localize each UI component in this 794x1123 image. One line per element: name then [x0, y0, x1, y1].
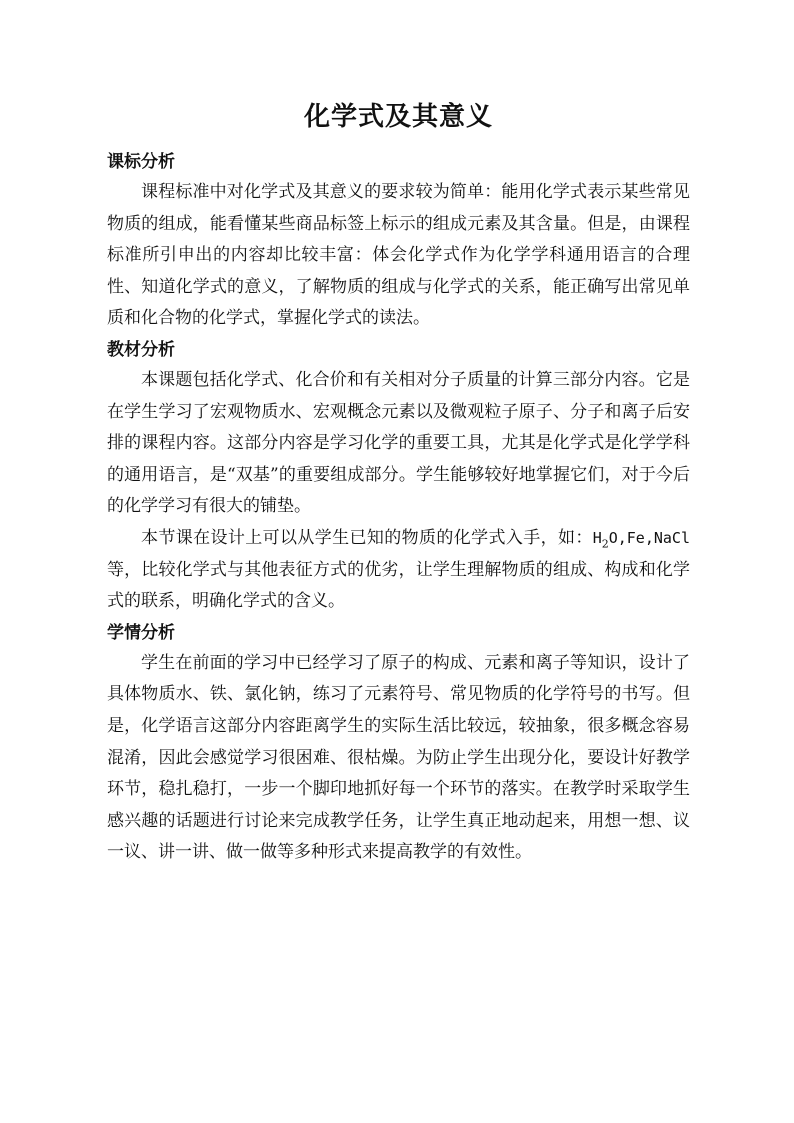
formula-h: H	[592, 528, 602, 547]
paragraph-learners: 学生在前面的学习中已经学习了原子的构成、元素和离子等知识，设计了具体物质水、铁、氯化钠，练习了元素符号、常见物质的化学符号的书写。但是，化学语言这部分内容距离学生的实际生活比较远，较抽象，很多概念容易混淆，因此会感觉学习很困难、很枯燥。为防止学生出现分化，要设计好教学环节，稳扎稳打，一步一个脚印地抓好每一个环节的落实。在教学时采取学生感兴趣的话题进行讨论来完成教学任务，让学生真正地动起来，用想一想、议一议、讲一讲、做一做等多种形式来提高教学的有效性。	[107, 652, 690, 863]
section-heading-textbook: 教材分析	[107, 339, 175, 360]
formula-paragraph-before: 本节课在设计上可以从学生已知的物质的化学式入手，如：	[141, 527, 593, 548]
paragraph-textbook-formula	[107, 523, 690, 618]
paragraph-curriculum: 课程标准中对化学式及其意义的要求较为简单：能用化学式表示某些常见物质的组成，能看懂某些商品标签上标示的组成元素及其含量。但是，由课程标准所引申出的内容却比较丰富：体会化学式作为化学学科通用语言的合理性、知道化学式的意义，了解物质的组成与化学式的关系，能正确写出常见单质和化合物的化学式，掌握化学式的读法。	[107, 182, 690, 329]
formula-paragraph-after: 等，比较化学式与其他表征方式的优劣，让学生理解物质的组成、构成和化学式的联系，明确化学式的含义。	[107, 559, 690, 612]
section-heading-curriculum: 课标分析	[107, 152, 175, 172]
paragraph-textbook: 本课题包括化学式、化合价和有关相对分子质量的计算三部分内容。它是在学生学习了宏观物质水、宏观概念元素以及微观粒子原子、分子和离子后安排的课程内容。这部分内容是学习化学的重要工具，尤其是化学式是化学学科的通用语言，是“双基”的重要组成部分。学生能够较好地掌握它们，对于今后的化学学习有很大的铺垫。	[107, 369, 690, 517]
document-title: 化学式及其意义	[303, 102, 493, 132]
formula-rest: O,Fe,NaCl	[608, 528, 690, 547]
section-heading-learners: 学情分析	[107, 622, 175, 643]
formula-subscript: 2	[601, 537, 609, 551]
